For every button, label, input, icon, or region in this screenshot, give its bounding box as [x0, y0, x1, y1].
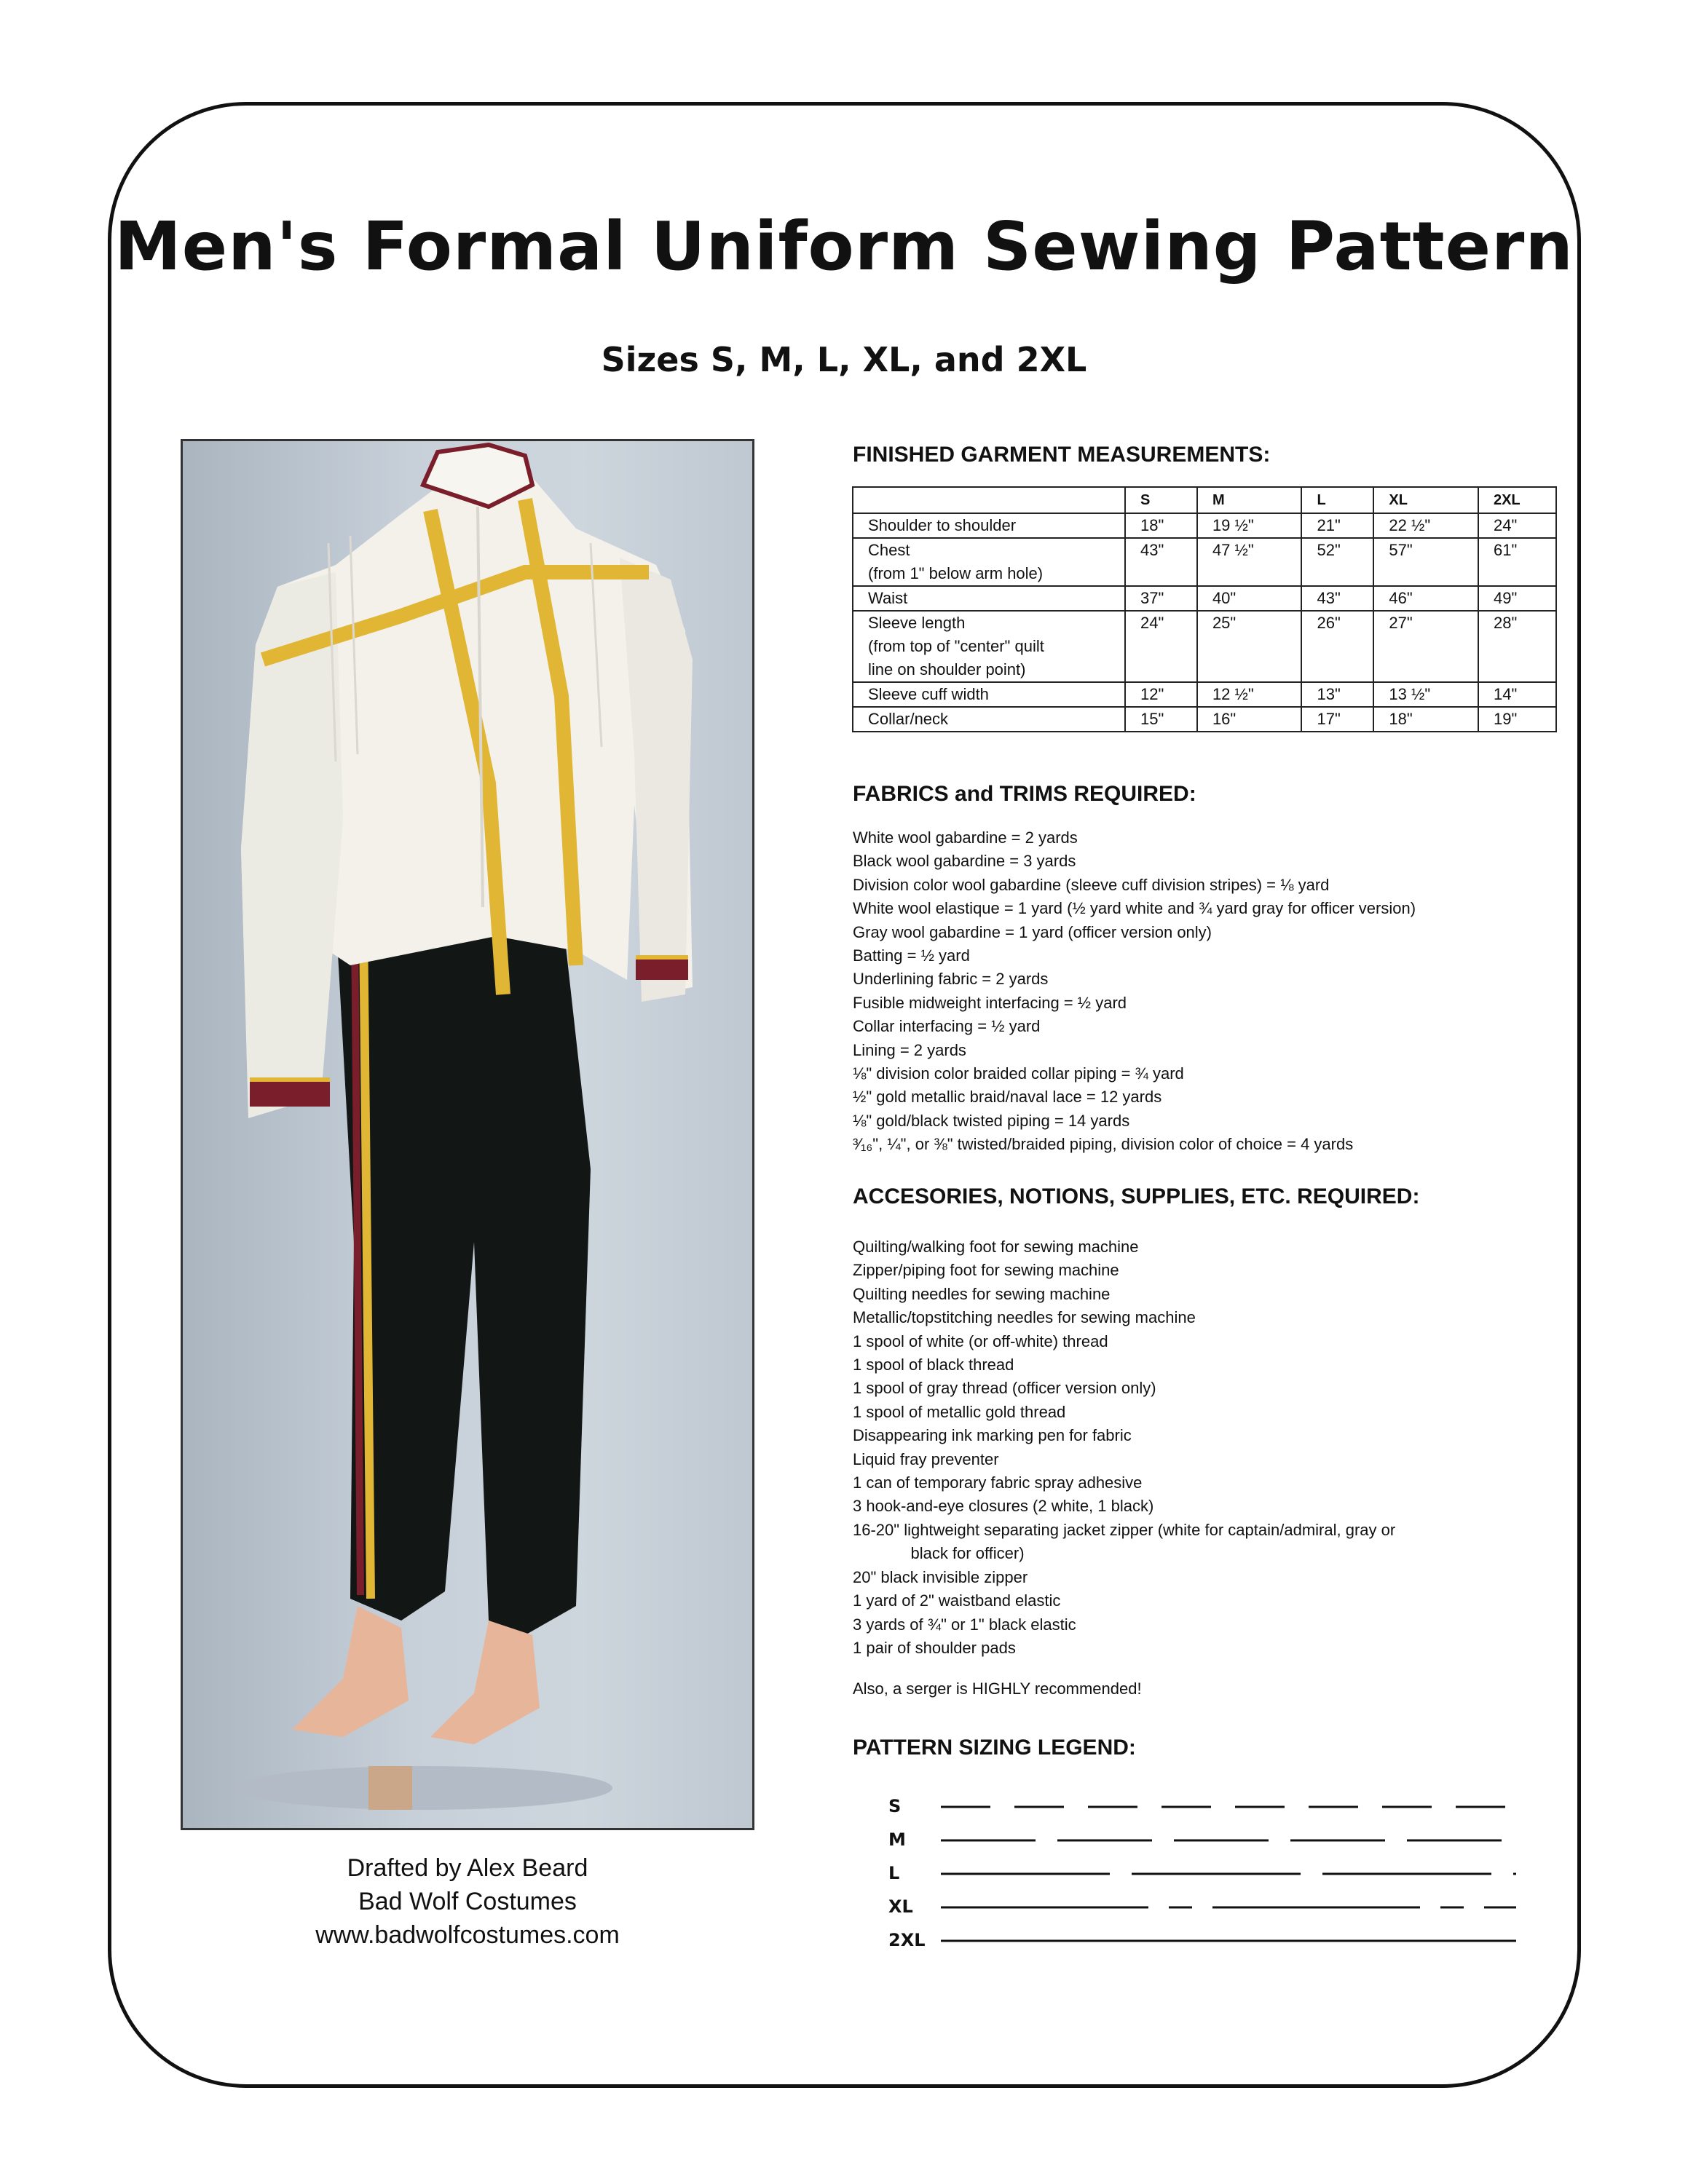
- table-cell: 27": [1373, 611, 1478, 682]
- legend-label: 2XL: [888, 1930, 926, 1950]
- mannequin-foot-left: [292, 1606, 409, 1737]
- table-row: [853, 611, 1556, 682]
- table-cell: 49": [1478, 586, 1556, 611]
- table-cell: 21": [1301, 513, 1373, 538]
- list-item: Underlining fabric = 2 yards: [853, 970, 1049, 989]
- legend-label: XL: [888, 1896, 913, 1917]
- list-item: 1 pair of shoulder pads: [853, 1638, 1016, 1657]
- table-header-label: [853, 487, 1125, 513]
- table-cell: 24": [1125, 611, 1197, 682]
- row-label: Shoulder to shoulder: [853, 513, 1125, 538]
- table-cell: 46": [1373, 586, 1478, 611]
- accessories-heading: ACCESORIES, NOTIONS, SUPPLIES, ETC. REQUIRED:: [853, 1184, 1420, 1208]
- table-cell: 37": [1125, 586, 1197, 611]
- credits: [181, 1851, 754, 1952]
- legend-row-s: [888, 1795, 1529, 1817]
- table-header-size: L: [1301, 487, 1373, 513]
- fabrics-heading: FABRICS and TRIMS REQUIRED:: [853, 782, 1196, 806]
- table-row: [853, 538, 1556, 586]
- table-cell: 28": [1478, 611, 1556, 682]
- fabrics-list: [853, 826, 1581, 1157]
- table-cell: 57": [1373, 538, 1478, 586]
- list-item: 3 hook-and-eye closures (2 white, 1 black): [853, 1497, 1154, 1516]
- legend-line-l: [941, 1872, 1516, 1875]
- table-cell: 13 ½": [1373, 682, 1478, 707]
- list-item: Quilting/walking foot for sewing machine: [853, 1238, 1139, 1256]
- table-cell: 14": [1478, 682, 1556, 707]
- table-cell: 17": [1301, 707, 1373, 732]
- list-item: 1 spool of black thread: [853, 1356, 1014, 1374]
- page-title: Men's Formal Uniform Sewing Pattern: [114, 207, 1574, 285]
- table-cell: 52": [1301, 538, 1373, 586]
- table-cell: 47 ½": [1197, 538, 1302, 586]
- table-header-size: M: [1197, 487, 1302, 513]
- list-item: Quilting needles for sewing machine: [853, 1284, 1111, 1303]
- list-item: 1 can of temporary fabric spray adhesive: [853, 1473, 1143, 1492]
- legend-row-2xl: [888, 1929, 1529, 1951]
- table-row: [853, 513, 1556, 538]
- uniform-photo: [181, 439, 754, 1830]
- list-item: 3 yards of ¾" or 1" black elastic: [853, 1615, 1076, 1634]
- table-cell: 43": [1301, 586, 1373, 611]
- table-cell: 15": [1125, 707, 1197, 732]
- table-header-size: S: [1125, 487, 1197, 513]
- table-cell: 19": [1478, 707, 1556, 732]
- list-item: ⅛" division color braided collar piping = ¾ yard: [853, 1064, 1184, 1083]
- credits-website: www.badwolfcostumes.com: [315, 1921, 620, 1949]
- list-item: Black wool gabardine = 3 yards: [853, 852, 1076, 871]
- accessories-list: [853, 1235, 1581, 1660]
- list-item: ³⁄₁₆", ¼", or ⅜" twisted/braided piping, division color of choice = 4 yards: [853, 1135, 1354, 1154]
- table-cell: 12 ½": [1197, 682, 1302, 707]
- credits-author: Drafted by Alex Beard: [347, 1854, 588, 1882]
- list-item: 1 spool of white (or off-white) thread: [853, 1332, 1108, 1350]
- legend-line-m: [941, 1839, 1516, 1842]
- list-item: Gray wool gabardine = 1 yard (officer version only): [853, 922, 1212, 941]
- row-label: Collar/neck: [853, 707, 1125, 732]
- table-cell: 18": [1125, 513, 1197, 538]
- legend-row-m: [888, 1829, 1529, 1851]
- legend-row-l: [888, 1862, 1529, 1884]
- serger-note: Also, a serger is HIGHLY recommended!: [853, 1679, 1142, 1698]
- table-cell: 26": [1301, 611, 1373, 682]
- list-item: 1 spool of metallic gold thread: [853, 1402, 1066, 1421]
- list-item: Fusible midweight interfacing = ½ yard: [853, 993, 1127, 1012]
- list-item: ½" gold metallic braid/naval lace = 12 yards: [853, 1088, 1162, 1107]
- row-label: Chest (from 1" below arm hole): [853, 538, 1125, 586]
- legend-line-2xl: [941, 1939, 1516, 1942]
- list-item: White wool gabardine = 2 yards: [853, 828, 1078, 847]
- row-label: Sleeve length (from top of "center" quilt line on shoulder point): [853, 611, 1125, 682]
- table-cell: 24": [1478, 513, 1556, 538]
- list-item: Zipper/piping foot for sewing machine: [853, 1261, 1119, 1280]
- mannequin-foot-right: [430, 1621, 540, 1744]
- list-item: ⅛" gold/black twisted piping = 14 yards: [853, 1111, 1130, 1130]
- table-cell: 43": [1125, 538, 1197, 586]
- table-cell: 12": [1125, 682, 1197, 707]
- table-cell: 22 ½": [1373, 513, 1478, 538]
- list-item: Lining = 2 yards: [853, 1040, 966, 1059]
- list-item: 1 yard of 2" waistband elastic: [853, 1591, 1061, 1610]
- row-label: Waist: [853, 586, 1125, 611]
- legend-label: M: [888, 1829, 906, 1850]
- table-cell: 40": [1197, 586, 1302, 611]
- list-item: Division color wool gabardine (sleeve cuff division stripes) = ⅛ yard: [853, 875, 1330, 894]
- table-row: [853, 586, 1556, 611]
- list-item: Disappearing ink marking pen for fabric: [853, 1426, 1132, 1445]
- page-subtitle: Sizes S, M, L, XL, and 2XL: [601, 340, 1087, 379]
- list-item: Liquid fray preventer: [853, 1449, 999, 1468]
- table-cell: 61": [1478, 538, 1556, 586]
- credits-company: Bad Wolf Costumes: [358, 1888, 577, 1915]
- measurements-heading: FINISHED GARMENT MEASUREMENTS:: [853, 443, 1271, 467]
- table-header-size: 2XL: [1478, 487, 1556, 513]
- legend-heading: PATTERN SIZING LEGEND:: [853, 1736, 1136, 1760]
- list-item: White wool elastique = 1 yard (½ yard white and ¾ yard gray for officer version): [853, 899, 1416, 918]
- legend-label: L: [888, 1863, 900, 1883]
- measurements-table: [852, 486, 1557, 732]
- list-item: Metallic/topstitching needles for sewing machine: [853, 1308, 1196, 1327]
- legend-line-s: [941, 1805, 1516, 1808]
- legend-label: S: [888, 1796, 902, 1816]
- legend-row-xl: [888, 1896, 1529, 1918]
- table-cell: 18": [1373, 707, 1478, 732]
- list-item: Batting = ½ yard: [853, 946, 970, 965]
- list-item: 1 spool of gray thread (officer version only): [853, 1379, 1156, 1398]
- table-row: [853, 682, 1556, 707]
- list-item: 16-20" lightweight separating jacket zipper (white for captain/admiral, gray or black for officer): [853, 1520, 1396, 1563]
- table-cell: 16": [1197, 707, 1302, 732]
- table-cell: 25": [1197, 611, 1302, 682]
- list-item: Collar interfacing = ½ yard: [853, 1017, 1041, 1036]
- table-row: [853, 707, 1556, 732]
- list-item: 20" black invisible zipper: [853, 1567, 1028, 1586]
- table-header-size: XL: [1373, 487, 1478, 513]
- uniform-illustration: [183, 441, 754, 1830]
- table-cell: 13": [1301, 682, 1373, 707]
- table-header-row: [853, 487, 1556, 513]
- table-cell: 19 ½": [1197, 513, 1302, 538]
- row-label: Sleeve cuff width: [853, 682, 1125, 707]
- legend-line-xl: [941, 1906, 1516, 1909]
